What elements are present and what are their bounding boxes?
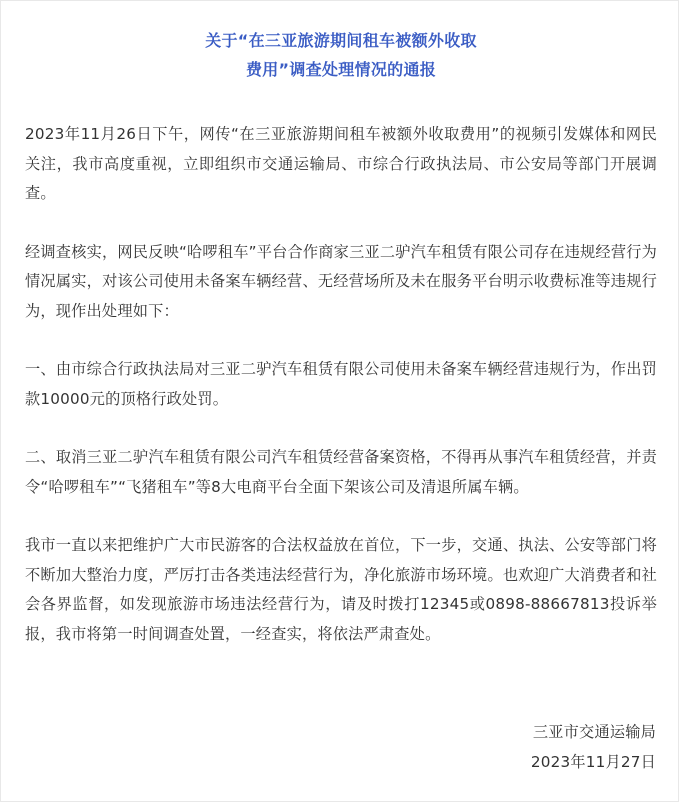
title-line-1: 关于“在三亚旅游期间租车被额外收取 [205,31,477,50]
paragraph-penalty-revoke: 二、取消三亚二驴汽车租赁有限公司汽车租赁经营备案资格，不得再从事汽车租赁经营，并责令“哈啰租车”“飞猪租车”等8大电商平台全面下架该公司及清退所属车辆。 [25,448,657,496]
paragraph-investigation: 经调查核实，网民反映“哈啰租车”平台合作商家三亚二驴汽车租赁有限公司存在违规经营行为情况属实，对该公司使用未备案车辆经营、无经营场所及未在服务平台明示收费标准等违规行为，现作出处理如下： [25,242,657,320]
signature-date: 2023年11月27日 [530,753,656,771]
signature-organization: 三亚市交通运输局 [532,723,656,741]
paragraph-followup: 我市一直以来把维护广大市民游客的合法权益放在首位，下一步，交通、执法、公安等部门将不断加大整治力度，严厉打击各类违法经营行为，净化旅游市场环境。也欢迎广大消费者和社会各界监督，如发现旅游市场违法经营行为，请及时拨打12345或0898-88667813投诉举报，我市将第一时间调查处置，一经查实，将依法严肃查处。 [25,536,657,643]
notice-document [25,26,657,649]
notice-title [25,26,657,84]
paragraph-penalty-fine: 一、由市综合行政执法局对三亚二驴汽车租赁有限公司使用未备案车辆经营违规行为，作出罚款10000元的顶格行政处罚。 [25,360,657,408]
title-line-2: 费用”调查处理情况的通报 [245,60,437,79]
paragraph-incident: 2023年11月26日下午，网传“在三亚旅游期间租车被额外收取费用”的视频引发媒体和网民关注，我市高度重视，立即组织市交通运输局、市综合行政执法局、市公安局等部门开展调查。 [25,125,657,202]
